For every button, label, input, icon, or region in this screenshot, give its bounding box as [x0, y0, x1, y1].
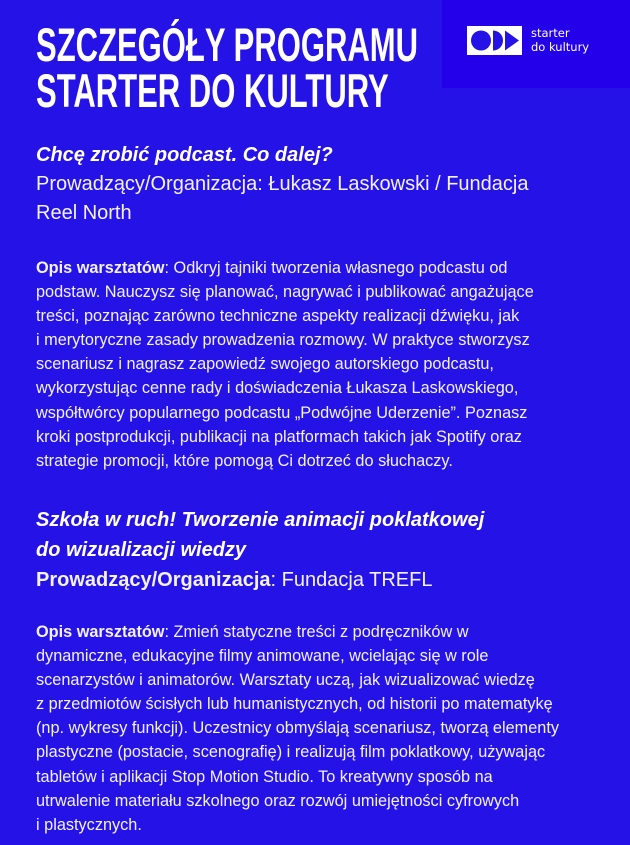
workshop-1-lead-value-1: Łukasz Laskowski / Fundacja [262, 173, 529, 195]
description-text: : Odkryj tajniki tworzenia własnego podcastu od [164, 259, 508, 277]
workshop-2-title-line-1: Szkoła w ruch! Tworzenie animacji poklatkowej [36, 509, 485, 531]
workshop-1-lead [36, 170, 606, 199]
page-title [36, 18, 419, 117]
description-line [36, 620, 606, 644]
workshop-2-description-label: Opis warsztatów [36, 623, 165, 641]
description-line: plastyczne (postacie, scenografię) i realizują film poklatkowy, używając [36, 743, 546, 762]
workshop-1-title: Chcę zrobić podcast. Co dalej? [36, 144, 333, 166]
workshop-2-description [36, 620, 606, 837]
description-line: dynamiczne, edukacyjne filmy animowane, wcielając się w role [36, 647, 489, 666]
workshop-2-header [36, 505, 606, 595]
logo-text-line-2: do kultury [531, 40, 590, 54]
description-line: tabletów i aplikacji Stop Motion Studio. To kreatywny sposób na [36, 767, 493, 786]
starter-logo-icon [467, 26, 522, 55]
description-line: podstaw. Nauczysz się planować, nagrywać i publikować angażujące [36, 283, 534, 302]
description-line: wykorzystując cenne rady i doświadczenia Łukasza Laskowskiego, [36, 379, 519, 398]
page-title-line-1: SZCZEGÓŁY PROGRAMU [36, 18, 419, 71]
page-title-line-2: STARTER DO KULTURY [36, 64, 389, 117]
workshop-1-lead-value-2: Reel North [36, 202, 132, 224]
description-line: kroki postprodukcji, publikacji na platformach takich jak Spotify oraz [36, 427, 522, 446]
workshop-1-description [36, 256, 606, 473]
workshop-2-title-line-2: do wizualizacji wiedzy [36, 539, 247, 561]
description-line: strategie promocji, które pomogą Ci dotrzeć do słuchaczy. [36, 451, 453, 470]
description-line: utrwalenie materiału szkolnego oraz rozwój umiejętności cyfrowych [36, 791, 520, 810]
description-line: scenariusz i nagrasz zapowiedź swojego autorskiego podcastu, [36, 355, 494, 374]
logo-wordmark [531, 26, 589, 54]
workshop-2-lead-label: Prowadzący/Organizacja [36, 569, 271, 591]
description-line: scenarzystów i animatorów. Warsztaty uczą, jak wizualizować wiedzę [36, 671, 535, 690]
workshop-1-header [36, 141, 606, 228]
workshop-2-lead [36, 565, 606, 595]
logo-text-line-1: starter [531, 26, 570, 40]
description-line: z przedmiotów ścisłych lub humanistycznych, od historii po matematykę [36, 695, 553, 714]
workshop-1-description-label: Opis warsztatów [36, 259, 165, 277]
description-line: treści, poznając zarówno techniczne aspekty realizacji dźwięku, jak [36, 307, 520, 326]
description-line: współtwórcy popularnego podcastu „Podwójne Uderzenie”. Poznasz [36, 403, 528, 422]
workshop-2-lead-value: : Fundacja TREFL [270, 569, 433, 591]
description-text: : Zmień statyczne treści z podręczników w [164, 623, 469, 641]
description-line: (np. wykresy funkcji). Uczestnicy obmyślają scenariusz, tworzą elementy [36, 719, 559, 738]
workshop-1-lead-label: Prowadzący/Organizacja: [36, 173, 263, 195]
description-line: i merytoryczne zasady prowadzenia rozmowy. W praktyce stworzysz [36, 331, 530, 350]
description-line [36, 256, 606, 280]
description-line: i plastycznych. [36, 815, 142, 834]
